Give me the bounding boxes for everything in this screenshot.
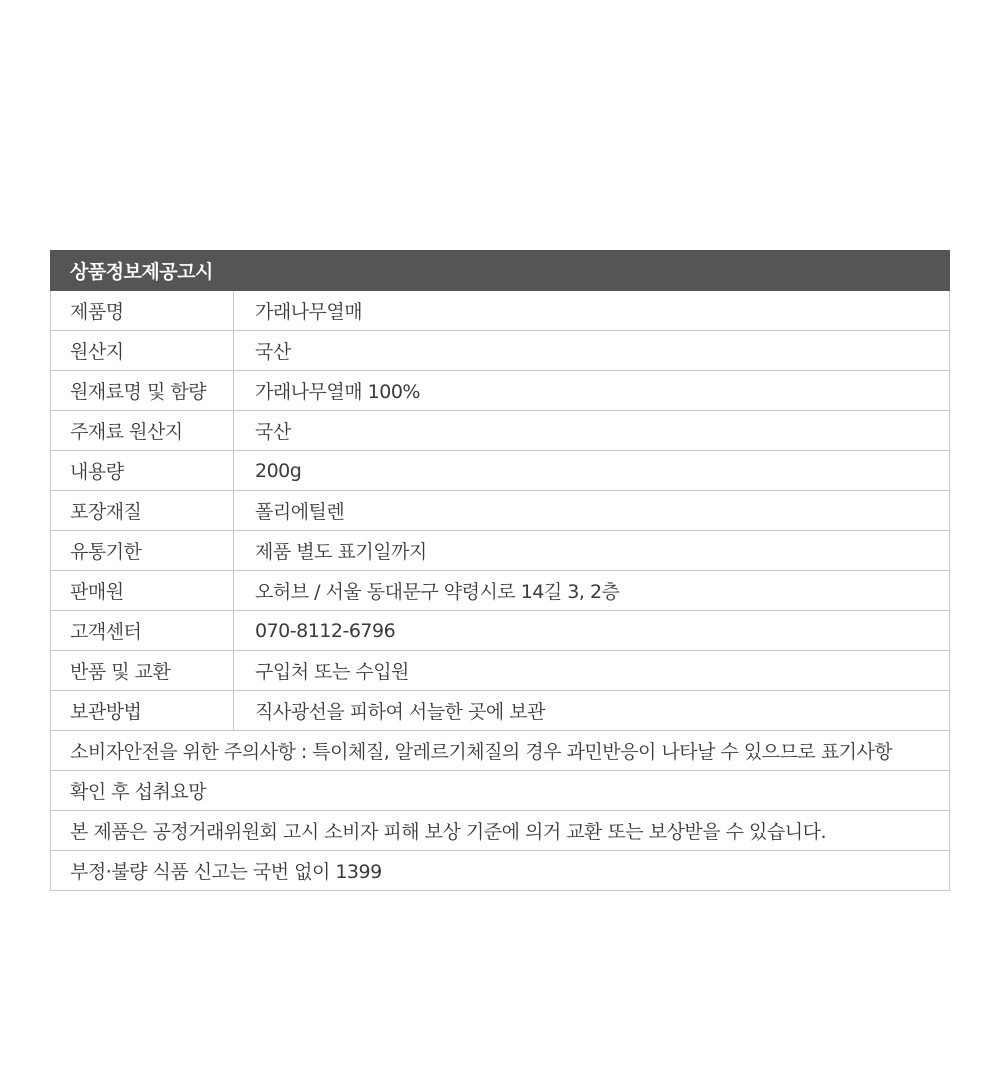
row-value: 200g <box>234 451 950 491</box>
table-row <box>51 691 950 731</box>
row-value: 국산 <box>234 331 950 371</box>
notice-row <box>51 811 950 851</box>
table-row <box>51 611 950 651</box>
table-row <box>51 411 950 451</box>
row-label: 보관방법 <box>51 691 234 731</box>
row-label: 반품 및 교환 <box>51 651 234 691</box>
notice-row <box>51 771 950 811</box>
row-value: 가래나무열매 <box>234 291 950 331</box>
row-value: 폴리에틸렌 <box>234 491 950 531</box>
table-row <box>51 531 950 571</box>
row-label: 제품명 <box>51 291 234 331</box>
row-value: 제품 별도 표기일까지 <box>234 531 950 571</box>
table-row <box>51 651 950 691</box>
row-label: 내용량 <box>51 451 234 491</box>
table-row <box>51 451 950 491</box>
row-label: 원재료명 및 함량 <box>51 371 234 411</box>
safety-notice-text: 소비자안전을 위한 주의사항 : 특이체질, 알레르기체질의 경우 과민반응이 나타날 수 있으므로 표기사항 <box>51 731 950 771</box>
notice-row <box>51 731 950 771</box>
row-label: 원산지 <box>51 331 234 371</box>
table-row <box>51 491 950 531</box>
row-value: 가래나무열매 100% <box>234 371 950 411</box>
row-label: 유통기한 <box>51 531 234 571</box>
row-value: 070-8112-6796 <box>234 611 950 651</box>
row-value: 오허브 / 서울 동대문구 약령시로 14길 3, 2층 <box>234 571 950 611</box>
row-label: 고객센터 <box>51 611 234 651</box>
row-label: 포장재질 <box>51 491 234 531</box>
table-row <box>51 291 950 331</box>
table-title: 상품정보제공고시 <box>51 251 950 291</box>
table-row <box>51 571 950 611</box>
table-row <box>51 331 950 371</box>
row-label: 주재료 원산지 <box>51 411 234 451</box>
table-row <box>51 371 950 411</box>
table-header-row <box>51 251 950 291</box>
report-hotline-notice: 부정·불량 식품 신고는 국번 없이 1399 <box>51 851 950 891</box>
row-value: 국산 <box>234 411 950 451</box>
row-value: 직사광선을 피하여 서늘한 곳에 보관 <box>234 691 950 731</box>
row-value: 구입처 또는 수입원 <box>234 651 950 691</box>
safety-notice-continued: 확인 후 섭취요망 <box>51 771 950 811</box>
notice-row <box>51 851 950 891</box>
compensation-notice: 본 제품은 공정거래위원회 고시 소비자 피해 보상 기준에 의거 교환 또는 보상받을 수 있습니다. <box>51 811 950 851</box>
product-info-table <box>50 250 950 891</box>
row-label: 판매원 <box>51 571 234 611</box>
